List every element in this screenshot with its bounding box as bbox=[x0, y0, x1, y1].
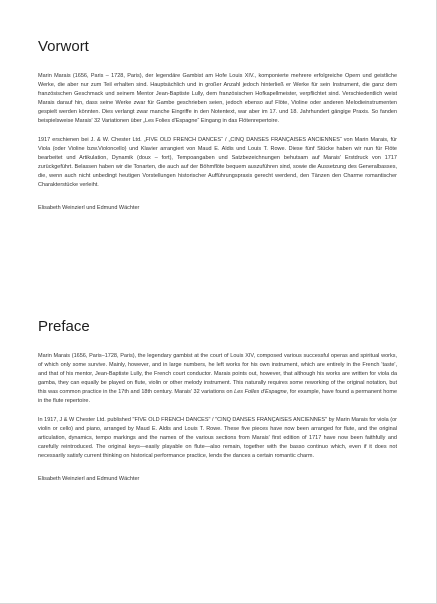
vorwort-section bbox=[38, 38, 397, 223]
preface-paragraph-1-end: , for example, have found a permanent home in the flute repertoire. bbox=[38, 389, 398, 404]
preface-section bbox=[38, 318, 397, 494]
preface-paragraph-1-work-title: Les Folles d'Espagne bbox=[234, 389, 287, 395]
preface-title: Preface bbox=[38, 318, 90, 335]
vorwort-paragraph-1: Marin Marais (1656, Paris – 1728, Paris), der legendäre Gambist am Hofe Louis XIV., komponierte mehrere erfolgreiche Opern und geistliche Werke, die aber nur zum Teil erhalten sind. Hauptsächlich und in großer Anzahl jedoch hinterließ er Werke für sein Instrument, die ganz dem französischen Geschmack und seinem Mentor Jean-Baptiste Lully, dem französischen Hofkapellmeister, verpflichtet sind. Verschiedentlich weist Marais darauf hin, dass seine Werke zwar für Gambe geschrieben seien, jedoch ebenso auf Flöte, Violine oder anderen Melodieinstrumenten gespielt werden könnten. Dies verlangt zwar manche Eingriffe in den Notentext, war aber im 17. und 18. Jahrhundert gängige Praxis. So fanden beispielsweise Marais' 32 Variationen über „Les Folies d'Espagne“ Eingang in das Flötenrepertoire. bbox=[38, 73, 397, 124]
vorwort-title: Vorwort bbox=[38, 38, 89, 55]
preface-paragraph-1-main: Marin Marais (1656, Paris–1728, Paris), the legendary gambist at the court of Louis XIV, composed various successful operas and spiritual works, of which only some survive. Mainly, however, and in large numbers, he left works for his own instrument, which are entirely in the French 'taste', and that of his mentor, Jean-Baptiste Lully, the French court conductor. Marais points out, however, that although his works are written for viola da gamba, they can equally be played on flute, violin or other melody instrument. This naturally requires some reworking of the original notation, but this was common practice in the 17th and 18th century. Marais' 32 variations on bbox=[38, 353, 397, 395]
preface-paragraph-2: In 1917, J & W Chester Ltd. published "FIVE OLD FRENCH DANCES" / "CINQ DANSES FRANÇAISES ANCIENNES" by Marin Marais for viola (or violin or cello) and piano, arranged by Maud E. Aldis and Louis T. Rowe. These five pieces have now been arranged for flute, and the original articulation, dynamics, tempo markings and the names of the various sections from Marais' first edition of 1717 have now been faithfully and carefully reintroduced. The original keys—easily playable on flute—also remain, together with the basso continuo which, even if it does not necessarily satisfy current thinking on historical performance practice, lends the dances a certain romantic charm. bbox=[38, 417, 397, 459]
preface-signature: Elisabeth Weinzierl and Edmund Wächter bbox=[38, 476, 140, 482]
vorwort-signature: Elisabeth Weinzierl und Edmund Wächter bbox=[38, 205, 140, 211]
vorwort-paragraph-2: 1917 erschienen bei J. & W. Chester Ltd. „FIVE OLD FRENCH DANCES“ / „CINQ DANSES FRANÇAISES ANCIENNES“ von Marin Marais, für Viola (oder Violine bzw.Violoncello) und Klavier arrangiert von Maud E. Aldis und Louis T. Rowe. Diese fünf Stücke haben wir nun für Flöte bearbeitet und Artikulation, Dynamik (doux – fort), Tempoangaben und Satzbezeichnungen behutsam auf Marais' Erstdruck von 1717 zurückgeführt. Belassen haben wir die Tonarten, die auch auf der Böhmflöte bequem auszuführen sind, sowie die Aussetzung des Generalbasses, die, wenn auch nicht unbedingt heutigen Vorstellungen historischer Aufführungspraxis gerecht werdend, den Tänzen den Charme romantischer Charakterstücke verleiht. bbox=[38, 137, 397, 188]
preface-paragraph-1 bbox=[38, 352, 397, 406]
